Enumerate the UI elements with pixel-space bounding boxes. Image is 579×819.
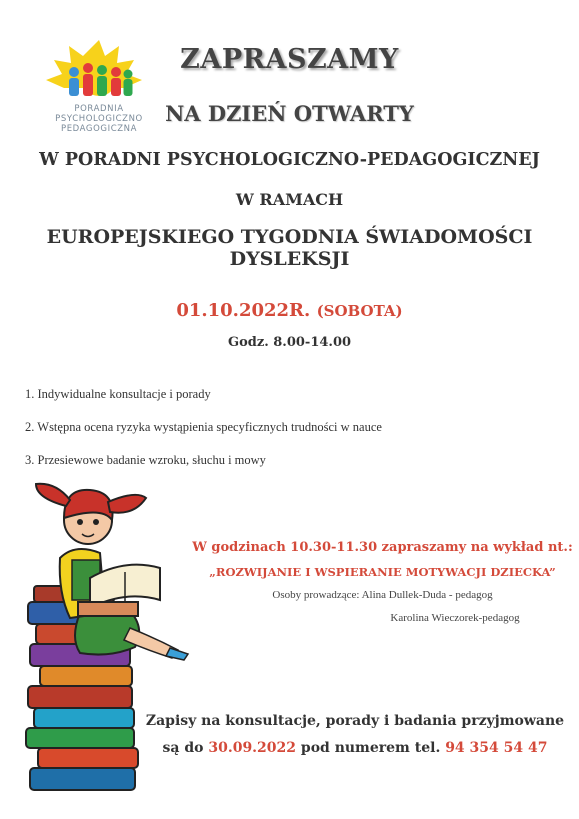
title-w-ramach: W RAMACH	[235, 190, 344, 209]
registration-prefix: są do	[162, 740, 204, 756]
phone-number: 94 354 54 47	[445, 740, 548, 756]
lecture-hosts: Osoby prowadzące: Alina Dullek-Duda - pedagog	[272, 589, 493, 601]
event-date-value: 01.10.2022R.	[176, 300, 311, 321]
list-item: 1. Indywidualne konsultacje i porady	[25, 387, 211, 401]
title-zapraszamy: ZAPRASZAMY	[180, 44, 399, 75]
logo-line: PORADNIA	[74, 104, 124, 114]
list-item: 3. Przesiewowe badanie wzroku, słuchu i mowy	[25, 453, 266, 467]
lecture-intro: W godzinach 10.30-11.30 zapraszamy na wykład nt.:	[192, 540, 573, 555]
event-date	[0, 300, 579, 321]
event-day: (SOBOTA)	[316, 302, 403, 320]
event-hours: Godz. 8.00-14.00	[227, 335, 352, 350]
registration-info: Zapisy na konsultacje, porady i badania przyjmowane	[145, 713, 565, 729]
title-open-day: NA DZIEŃ OTWARTY	[165, 101, 414, 126]
registration-deadline-date: 30.09.2022	[208, 740, 297, 756]
lecture-hosts-second: Karolina Wieczorek-pedagog	[390, 612, 520, 624]
registration-deadline	[140, 740, 570, 756]
registration-middle: pod numerem tel.	[300, 740, 441, 756]
logo-line: PSYCHOLOGICZNO	[55, 114, 143, 124]
offer-list	[25, 387, 382, 486]
title-institution: W PORADNI PSYCHOLOGICZNO-PEDAGOGICZNEJ	[39, 150, 540, 170]
logo-line: PEDAGOGICZNA	[60, 124, 138, 134]
lecture-title: „ROZWIJANIE I WSPIERANIE MOTYWACJI DZIECKA”	[209, 565, 556, 579]
list-item: 2. Wstępna ocena ryzyka wystąpienia specyficznych trudności w nauce	[25, 420, 382, 434]
girl-on-books-illustration	[20, 478, 205, 808]
title-dyslexia-week: EUROPEJSKIEGO TYGODNIA ŚWIADOMOŚCI DYSLEKSJI	[46, 226, 533, 270]
